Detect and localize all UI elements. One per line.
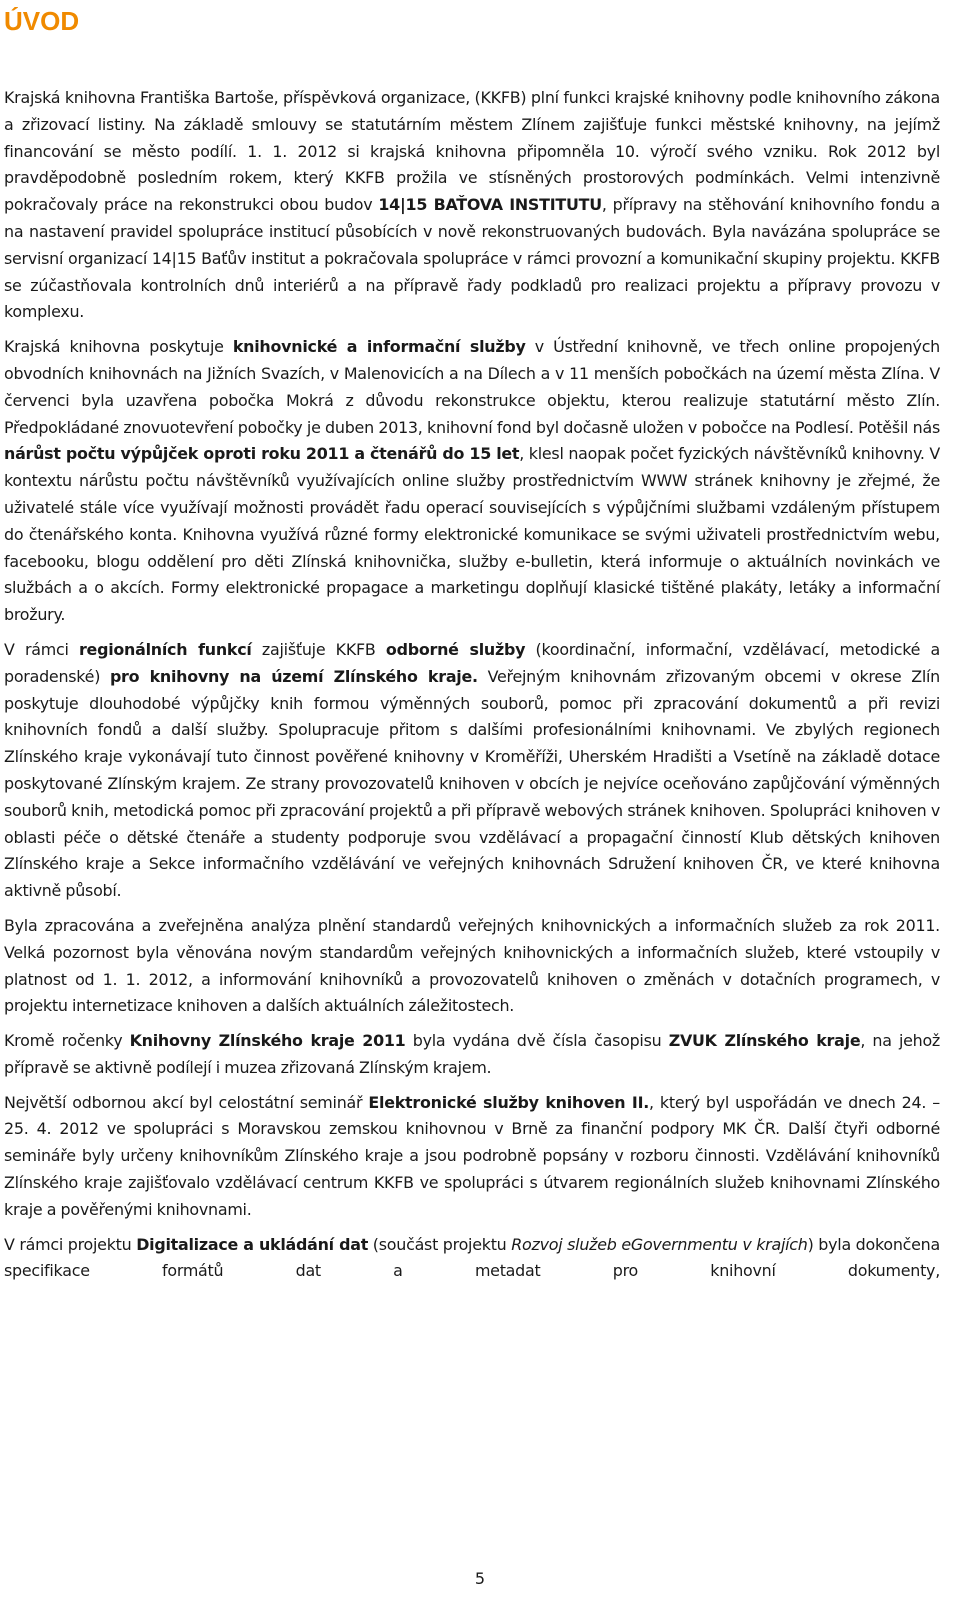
text-run: Kromě ročenky	[4, 1031, 130, 1051]
italic-run: Rozvoj služeb eGovernmentu v krajích	[511, 1234, 808, 1254]
bold-run: knihovnické a informační služby	[232, 337, 526, 357]
text-run: Veřejným knihovnám zřizovaným obcemi v okrese Zlín poskytuje dlouhodobé výpůjčky knih formou výměnných souborů, pomoc při zpracování dokumentů a při revizi knihovních fondů a další služby. Spolupracuje přitom s dalšími profesionálními knihovnami. Ve zbylých regionech Zlínského kraje vykonávají tuto činnost pověřené knihovny v Kroměříži, Uherském Hradišti a Vsetíně na základě dotace poskytované Zlínským krajem. Ze strany provozovatelů knihoven v obcích je nejvíce oceňováno zapůjčování výměnných souborů knih, metodická pomoc při zpracování projektů a při přípravě webových stránek knihoven. Spolupráci knihoven v oblasti péče o dětské čtenáře a studenty podporuje svou vzdělávací a propagační činností Klub dětských knihoven Zlínského kraje a Sekce informačního vzdělávání ve veřejných knihovnách Sdružení knihoven ČR, ve které knihovna aktivně působí.	[4, 666, 940, 901]
bold-run: nárůst počtu výpůjček oproti roku 2011 a čtenářů do 15 let	[4, 444, 520, 464]
bold-run: pro knihovny na území Zlínského kraje.	[109, 666, 478, 686]
text-run: (součást projektu	[368, 1234, 512, 1254]
paragraph-4	[4, 913, 940, 1020]
paragraph-2	[4, 334, 940, 629]
bold-run: Elektronické služby knihoven II.	[368, 1092, 650, 1112]
text-run: byla vydána dvě čísla časopisu	[405, 1031, 669, 1051]
bold-run: Digitalizace a ukládání dat	[136, 1234, 369, 1254]
bold-run: Knihovny Zlínského kraje 2011	[129, 1031, 406, 1051]
page-title: ÚVOD	[4, 6, 80, 36]
text-run: zajišťuje KKFB	[251, 639, 386, 659]
bold-run: regionálních funkcí	[78, 639, 252, 659]
text-run: , který byl uspořádán ve dnech 24. – 25. 4. 2012 ve spolupráci s Moravskou zemskou knihovnou v Brně za finanční podpory MK ČR. Další čtyři odborné semináře byly určeny knihovníkům Zlínského kraje a jsou podrobně popsány v rozboru činnosti. Vzdělávání knihovníků Zlínského kraje zajišťovalo vzdělávací centrum KKFB ve spolupráci s útvarem regionálních služeb knihovnami Zlínského kraje a pověřenými knihovnami.	[4, 1092, 940, 1219]
text-run: , klesl naopak počet fyzických návštěvníků knihovny. V kontextu nárůstu počtu návštěvníků využívajících online služby prostřednictvím WWW stránek knihovny je zřejmé, že uživatelé stále více využívají možnosti provádět řadu operací souvisejících s výpůjčními službami vzdáleným přístupem do čtenářského konta. Knihovna využívá různé formy elektronické komunikace se svými uživateli prostřednictvím webu, facebooku, blogu oddělení pro děti Zlínská knihovnička, služby e-bulletin, která informuje o aktuálních novinkách ve službách a o akcích. Formy elektronické propagace a marketingu doplňují klasické tištěné plakáty, letáky a informační brožury.	[4, 444, 941, 625]
text-run: , přípravy na stěhování knihovního fondu a na nastavení pravidel spolupráce institucí působících v nově rekonstruovaných budovách. Byla navázána spolupráce se servisní organizací 14|15 Baťův institut a pokračovala spolupráce v rámci provozní a komunikační skupiny projektu. KKFB se zúčastňovala kontrolních dnů interiérů a na přípravě řady podkladů pro realizaci projektu a přípravy provozu v komplexu.	[4, 195, 940, 322]
text-run: Krajská knihovna poskytuje	[4, 337, 233, 357]
text-run: V rámci	[4, 639, 79, 659]
paragraph-7	[4, 1232, 940, 1286]
paragraph-1	[4, 85, 940, 326]
text-run: v Ústřední knihovně, ve třech online propojených obvodních knihovnách na Jižních Svazích, v Malenovicích a na Dílech a v 11 menších pobočkách na území města Zlína. V červenci byla uzavřena pobočka Mokrá z důvodu rekonstrukce objektu, kterou realizuje statutární město Zlín. Předpokládané znovuotevření pobočky je duben 2013, knihovní fond byl dočasně uložen v pobočce na Podlesí. Potěšil nás	[4, 337, 940, 437]
text-run: Největší odbornou akcí byl celostátní seminář	[4, 1092, 369, 1112]
bold-run: 14|15 BAŤOVA INSTITUTU	[378, 195, 602, 215]
page-number: 5	[474, 1569, 486, 1588]
paragraph-6	[4, 1090, 940, 1224]
body-text	[4, 85, 940, 1293]
text-run: (koordinační, informační, vzdělávací, metodické a poradenské)	[4, 639, 940, 686]
bold-run: odborné služby	[385, 639, 526, 659]
paragraph-5	[4, 1028, 940, 1082]
text-run: , na jehož přípravě se aktivně podílejí i muzea zřizovaná Zlínským krajem.	[4, 1031, 941, 1077]
text-run: V rámci projektu	[4, 1234, 137, 1254]
bold-run: ZVUK Zlínského kraje	[668, 1031, 861, 1051]
text-run: ) byla dokončena specifikace formátů dat a metadat pro knihovní dokumenty,	[4, 1234, 940, 1281]
paragraph-3	[4, 637, 940, 905]
text-run: Krajská knihovna Františka Bartoše, příspěvková organizace, (KKFB) plní funkci krajské knihovny podle knihovního zákona a zřizovací listiny. Na základě smlouvy se statutárním městem Zlínem zajišťuje funkci městské knihovny, na jejímž financování se město podílí. 1. 1. 2012 si krajská knihovna připomněla 10. výročí svého vzniku. Rok 2012 byl pravděpodobně posledním rokem, který KKFB prožila ve stísněných prostorových podmínkách. Velmi intenzivně pokračovaly práce na rekonstrukci obou budov	[4, 88, 940, 215]
text-run: Byla zpracována a zveřejněna analýza plnění standardů veřejných knihovnických a informačních služeb za rok 2011. Velká pozornost byla věnována novým standardům veřejných knihovnických a informačních služeb, které vstoupily v platnost od 1. 1. 2012, a informování knihovníků a provozovatelů knihoven o změnách v dotačních programech, v projektu internetizace knihoven a dalších aktuálních záležitostech.	[4, 915, 940, 1016]
